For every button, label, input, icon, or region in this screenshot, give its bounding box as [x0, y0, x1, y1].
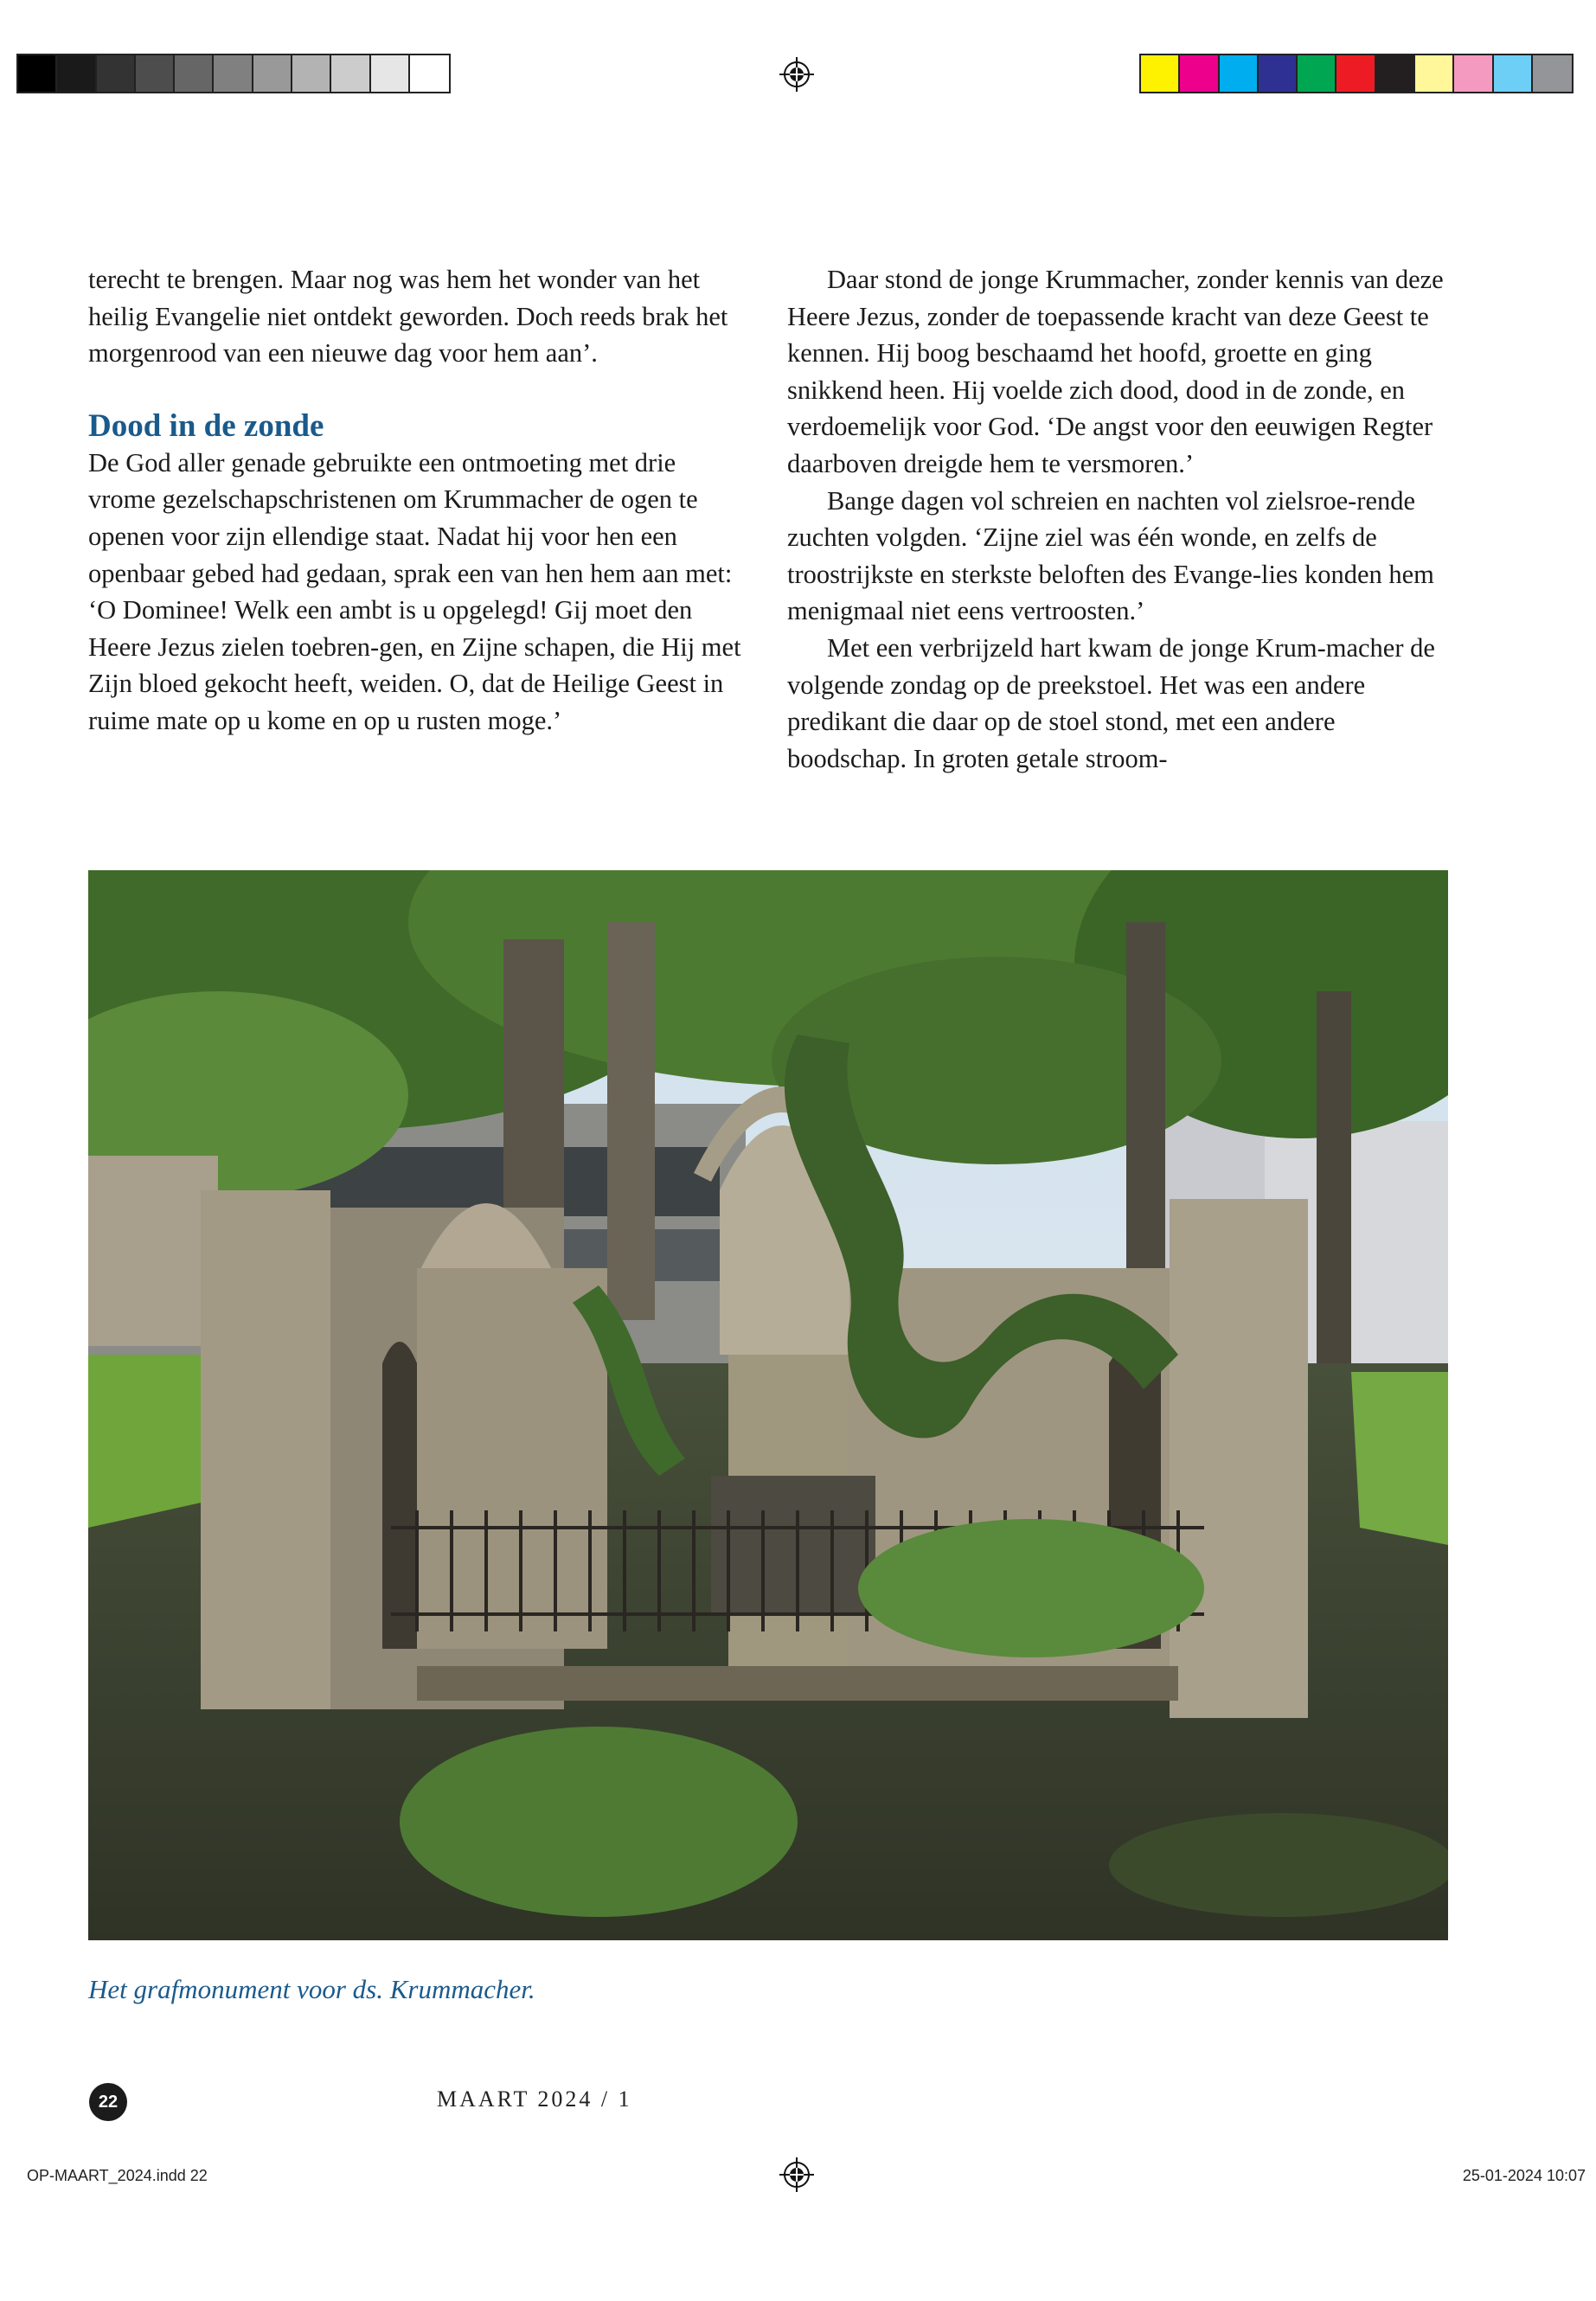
color-swatch: [1298, 55, 1336, 92]
registration-mark-icon: [779, 2157, 814, 2192]
section-heading: Dood in de zonde: [88, 407, 324, 444]
gray-swatch: [97, 55, 136, 92]
gray-swatch: [253, 55, 292, 92]
gray-color-bar: [16, 54, 451, 93]
left-column: [88, 261, 746, 740]
color-swatch: [1259, 55, 1298, 92]
gray-swatch: [175, 55, 214, 92]
issue-label: MAART 2024 / 1: [437, 2086, 632, 2112]
color-swatch: [1141, 55, 1180, 92]
right-column: [787, 261, 1445, 777]
gray-swatch: [18, 55, 57, 92]
gray-swatch: [410, 55, 449, 92]
gray-swatch: [331, 55, 370, 92]
color-swatch: [1336, 55, 1375, 92]
print-slug-file: OP-MAART_2024.indd 22: [27, 2167, 208, 2184]
gray-swatch: [57, 55, 96, 92]
print-slug-date: 25-01-2024 10:07: [1462, 2167, 1586, 2184]
process-color-bar: [1139, 54, 1574, 93]
paragraph: terecht te brengen. Maar nog was hem het wonder van het heilig Evangelie niet ontdekt geworden. Doch reeds brak het morgenrood van een nieuwe dag voor hem aan’.: [88, 265, 728, 369]
gray-swatch: [292, 55, 331, 92]
page-number: 22: [89, 2083, 127, 2121]
color-swatch: [1376, 55, 1415, 92]
paragraph: Bange dagen vol schreien en nachten vol zielsroe-rende zuchten volgden. ‘Zijne ziel was één wonde, en zelfs de troostrijkste en sterkste beloften des Evange-lies konden hem menigmaal niet eens vertroosten.’: [787, 485, 1434, 626]
paragraph: De God aller genade gebruikte een ontmoeting met drie vrome gezelschapschristenen om Krummacher de ogen te openen voor zijn ellendige staat. Nadat hij voor hen een openbaar gebed had gedaan, sprak een van hen hem aan met: ‘O Dominee! Welk een ambt is u opgelegd! Gij moet den Heere Jezus zielen toebren-gen, en Zijne schapen, die Hij met Zijn bloed gekocht heeft, weiden. O, dat de Heilige Geest in ruime mate op u kome en op u rusten moge.’: [88, 447, 741, 735]
color-swatch: [1494, 55, 1533, 92]
color-swatch: [1180, 55, 1219, 92]
color-swatch: [1220, 55, 1259, 92]
grave-monument-photo: [88, 870, 1448, 1940]
paragraph: Daar stond de jonge Krummacher, zonder kennis van deze Heere Jezus, zonder de toepassende kracht van deze Geest te kennen. Hij boog beschaamd het hoofd, groette en ging snikkend heen. Hij voelde zich dood, dood in de zonde, en verdoemelijk voor God. ‘De angst voor den eeuwigen Regter daarboven dreigde hem te versmoren.’: [787, 265, 1444, 478]
registration-mark-icon: [779, 57, 814, 92]
gray-swatch: [214, 55, 253, 92]
photo-caption: Het grafmonument voor ds. Krummacher.: [88, 1974, 535, 2004]
paragraph: Met een verbrijzeld hart kwam de jonge Krum-macher de volgende zondag op de preekstoel. Het was een andere predikant die daar op de stoel stond, met een andere boodschap. In groten getale stroom-: [787, 632, 1435, 773]
color-swatch: [1533, 55, 1572, 92]
gray-swatch: [136, 55, 175, 92]
color-swatch: [1454, 55, 1493, 92]
gray-swatch: [371, 55, 410, 92]
color-swatch: [1415, 55, 1454, 92]
grave-monument-illustration: [88, 870, 1448, 1940]
